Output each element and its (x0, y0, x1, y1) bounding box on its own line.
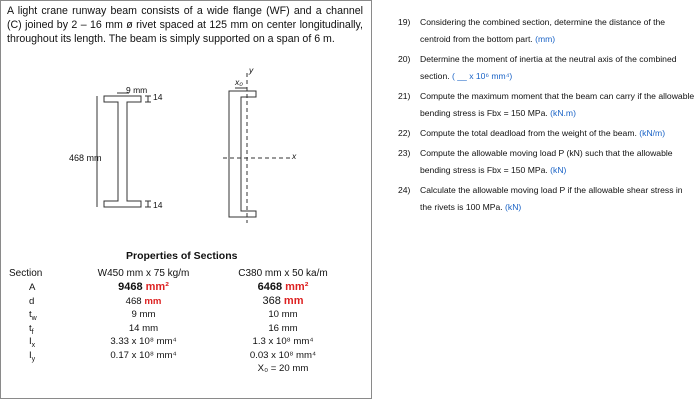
c-flange-thickness: 16 mm (268, 322, 298, 334)
wide-flange-shape (104, 96, 141, 207)
channel-column (233, 267, 333, 376)
centroid-offset-label: x₀ (235, 77, 243, 87)
question-22: 22) Compute the total deadload from the weight of the beam. (kN/m) (398, 128, 666, 138)
top-flange-dim: 14 (153, 92, 163, 102)
c-ix: 1.3 x 10⁸ mm⁴ (252, 336, 314, 347)
w-web-thickness: 9 mm (131, 309, 156, 320)
w-iy: 0.17 x 10⁸ mm⁴ (110, 349, 177, 361)
c-x0: X₀ = 20 mm (257, 363, 309, 374)
questions-list (398, 14, 696, 219)
symbol-tf: $t_f$ (29, 322, 34, 336)
symbol-Ix: $I_x$ (29, 336, 36, 349)
w-flange-thickness: 14 mm (128, 322, 159, 334)
question-24: 24) Calculate the allowable moving load P if the allowable shear stress in the rivets is 100 MPa. (kN) (398, 185, 683, 212)
symbol-d: d (29, 295, 35, 307)
w-ix: 3.33 x 10⁸ mm⁴ (110, 336, 177, 347)
symbol-Iy: $I_y$ (29, 349, 36, 363)
wide-flange-column (81, 267, 206, 362)
symbol-tw: $t_w$ (29, 309, 37, 322)
c-header: C380 mm x 50 ka/m (238, 268, 328, 279)
problem-statement: A light crane runway beam consists of a wide flange (WF) and a channel (C) joined by 2 – 16 mm ø rivet spaced at 125 mm on center longitudinally, throughout its length. The beam is simply supported on a span of 6 m. (7, 5, 363, 45)
cross-section-figure (1, 1, 373, 241)
question-23: 23) Compute the allowable moving load P (kN) such that the allowable bending stress is Fbx = 150 MPa. (kN) (398, 148, 673, 175)
w-header: W450 mm x 75 kg/m (97, 268, 190, 279)
y-axis-label: y (249, 65, 254, 75)
x-axis-label: x (292, 151, 297, 161)
channel-shape (229, 91, 256, 217)
beam-section-drawing (1, 1, 373, 241)
c-depth: 368 mm (262, 294, 304, 307)
w-area: 9468 mm² (118, 281, 169, 293)
question-19: 19) Considering the combined section, determine the distance of the centroid from the bottom part. (mm) (398, 17, 666, 44)
c-area: 6468 mm² (257, 281, 309, 293)
bottom-flange-dim: 14 (153, 200, 163, 210)
question-21: 21) Compute the maximum moment that the beam can carry if the allowable bending stress is Fbx = 150 MPa. (kN.m) (398, 91, 695, 118)
w-depth: 468 mm (125, 295, 162, 307)
properties-title: Properties of Sections (126, 250, 238, 262)
c-iy: 0.03 x 10⁸ mm⁴ (249, 349, 317, 361)
depth-label: 468 mm (69, 153, 102, 163)
question-20: 20) Determine the moment of inertia at the neutral axis of the combined section. ( __ x 10⁶ mm⁴) (398, 54, 677, 81)
symbol-A: A (29, 282, 36, 293)
section-header: Section (9, 268, 43, 279)
flange-thickness-label: 9 mm (126, 85, 148, 95)
c-web-thickness: 10 mm (268, 309, 298, 320)
section-column (9, 267, 49, 362)
